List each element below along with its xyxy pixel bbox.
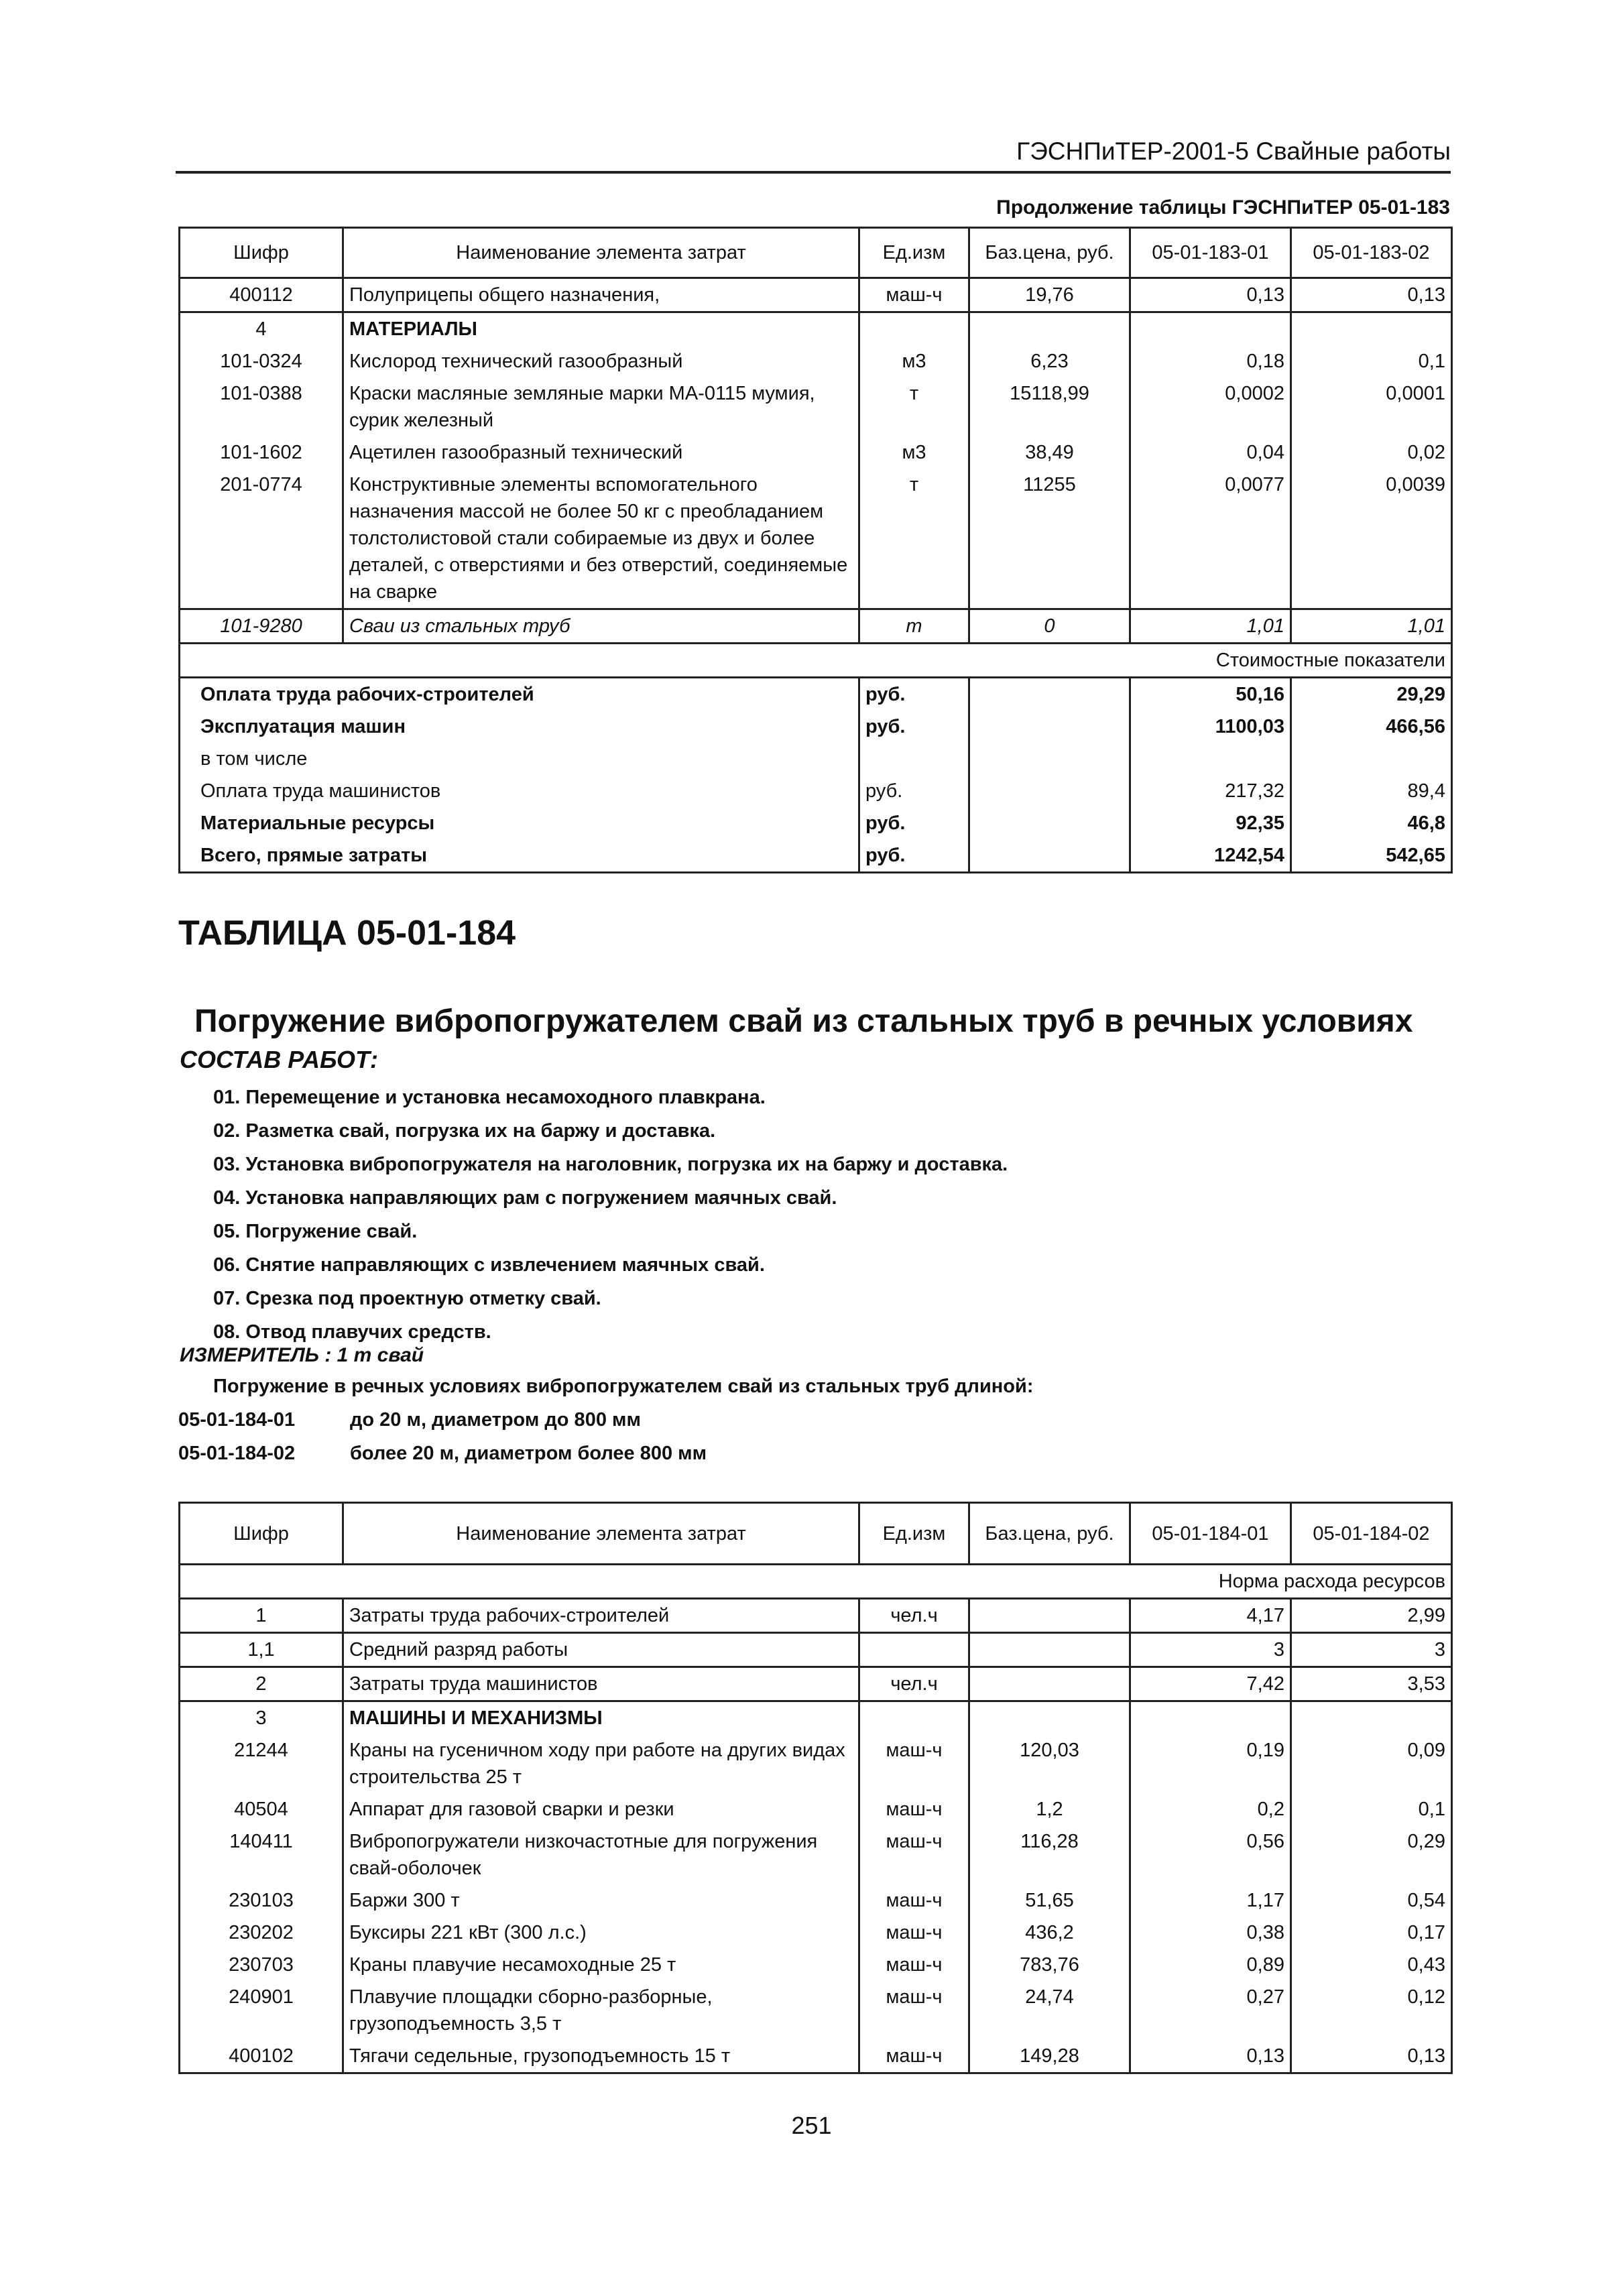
cost-value: 217,32	[1130, 775, 1291, 807]
unit-cell: маш-ч	[859, 1884, 969, 1917]
code-cell: 140411	[180, 1825, 343, 1884]
price-cell: 11255	[969, 469, 1130, 609]
code-cell: 201-0774	[180, 469, 343, 609]
unit-cell: т	[859, 377, 969, 436]
cost-value: 50,16	[1130, 678, 1291, 711]
value-cell: 0,43	[1291, 1949, 1452, 1981]
price-cell: 51,65	[969, 1884, 1130, 1917]
code-cell: 400102	[180, 2040, 343, 2073]
name-cell: МАТЕРИАЛЫ	[343, 312, 859, 346]
value-cell: 0,02	[1291, 436, 1452, 469]
value-cell: 0,0002	[1130, 377, 1291, 436]
list-item: 02. Разметка свай, погрузка их на баржу и доставка.	[213, 1120, 716, 1142]
list-item: 07. Срезка под проектную отметку свай.	[213, 1288, 601, 1309]
price-cell	[969, 1633, 1130, 1667]
price-cell	[969, 1599, 1130, 1633]
col-header: Ед.изм	[859, 1503, 969, 1565]
price-cell: 6,23	[969, 345, 1130, 377]
variant-text: более 20 м, диаметром более 800 мм	[350, 1443, 707, 1464]
table-row	[180, 1734, 1452, 1793]
price-cell	[969, 1667, 1130, 1701]
table-row	[180, 312, 1452, 346]
measure-unit: ИЗМЕРИТЕЛЬ : 1 т свай	[180, 1344, 424, 1366]
name-cell: Затраты труда рабочих-строителей	[343, 1599, 859, 1633]
name-cell: Плавучие площадки сборно-разборные, грузоподъемность 3,5 т	[343, 1981, 859, 2040]
name-cell: Буксиры 221 кВт (300 л.с.)	[343, 1917, 859, 1949]
code-cell: 230703	[180, 1949, 343, 1981]
cost-row	[180, 839, 1452, 873]
cost-row	[180, 807, 1452, 839]
code-cell: 40504	[180, 1793, 343, 1825]
unit-cell: m	[859, 609, 969, 644]
table-row	[180, 1667, 1452, 1701]
value-cell: 0,18	[1130, 345, 1291, 377]
name-cell: Тягачи седельные, грузоподъемность 15 т	[343, 2040, 859, 2073]
value-cell: 2,99	[1291, 1599, 1452, 1633]
list-item: 01. Перемещение и установка несамоходного плавкрана.	[213, 1087, 766, 1108]
col-header: Баз.цена, руб.	[969, 228, 1130, 278]
value-cell: 0,0001	[1291, 377, 1452, 436]
col-header: Наименование элемента затрат	[343, 228, 859, 278]
table-row	[180, 469, 1452, 609]
code-cell: 21244	[180, 1734, 343, 1793]
col-header: 05-01-184-01	[1130, 1503, 1291, 1565]
unit-cell: маш-ч	[859, 1825, 969, 1884]
unit-cell: чел.ч	[859, 1667, 969, 1701]
col-header: Баз.цена, руб.	[969, 1503, 1130, 1565]
code-cell: 230103	[180, 1884, 343, 1917]
unit-cell: маш-ч	[859, 1734, 969, 1793]
table-row	[180, 1917, 1452, 1949]
name-cell: Вибропогружатели низкочастотные для погружения свай-оболочек	[343, 1825, 859, 1884]
value-cell: 0,29	[1291, 1825, 1452, 1884]
cost-unit: руб.	[859, 807, 969, 839]
price-cell: 120,03	[969, 1734, 1130, 1793]
price-cell: 38,49	[969, 436, 1130, 469]
value-cell: 3	[1130, 1633, 1291, 1667]
code-cell: 4	[180, 312, 343, 346]
list-item: 03. Установка вибропогружателя на наголовник, погрузка их на баржу и доставка.	[213, 1154, 1008, 1175]
col-header: 05-01-183-01	[1130, 228, 1291, 278]
name-cell: Полуприцепы общего назначения,	[343, 278, 859, 312]
price-cell: 783,76	[969, 1949, 1130, 1981]
cost-value: 542,65	[1291, 839, 1452, 873]
unit-cell: м3	[859, 345, 969, 377]
code-cell: 240901	[180, 1981, 343, 2040]
value-cell: 0,1	[1291, 345, 1452, 377]
table-row	[180, 609, 1452, 644]
code-cell: 1,1	[180, 1633, 343, 1667]
price-cell: 0	[969, 609, 1130, 644]
cost-name: Эксплуатация машин	[180, 711, 859, 743]
cost-name: Оплата труда рабочих-строителей	[180, 678, 859, 711]
norm-header-row	[180, 1565, 1452, 1599]
value-cell: 1,01	[1291, 609, 1452, 644]
table-continuation-caption: Продолжение таблицы ГЭСНПиТЕР 05-01-183	[996, 196, 1450, 219]
value-cell: 7,42	[1130, 1667, 1291, 1701]
norm-header: Норма расхода ресурсов	[180, 1565, 1452, 1599]
name-cell: Конструктивные элементы вспомогательного назначения массой не более 50 кг с преобладанием толстолистовой стали собираемые из двух и более деталей, с отверстиями и без отверстий, соединяемые на сварке	[343, 469, 859, 609]
value-cell: 0,13	[1291, 2040, 1452, 2073]
cost-row	[180, 678, 1452, 711]
value-cell: 0,54	[1291, 1884, 1452, 1917]
value-cell: 0,04	[1130, 436, 1291, 469]
cost-value: 92,35	[1130, 807, 1291, 839]
value-cell: 0,2	[1130, 1793, 1291, 1825]
name-cell: МАШИНЫ И МЕХАНИЗМЫ	[343, 1701, 859, 1735]
unit-cell: маш-ч	[859, 1793, 969, 1825]
cost-name: в том числе	[180, 743, 859, 775]
cost-name: Материальные ресурсы	[180, 807, 859, 839]
price-cell: 436,2	[969, 1917, 1130, 1949]
value-cell: 3,53	[1291, 1667, 1452, 1701]
variant-code: 05-01-184-02	[178, 1443, 296, 1464]
table-row	[180, 2040, 1452, 2073]
name-cell: Сваи из стальных труб	[343, 609, 859, 644]
cost-name: Оплата труда машинистов	[180, 775, 859, 807]
price-cell: 15118,99	[969, 377, 1130, 436]
value-cell: 0,27	[1130, 1981, 1291, 2040]
list-item: 06. Снятие направляющих с извлечением маячных свай.	[213, 1254, 765, 1276]
value-cell: 0,17	[1291, 1917, 1452, 1949]
col-header: 05-01-184-02	[1291, 1503, 1452, 1565]
cost-unit: руб.	[859, 678, 969, 711]
unit-cell: маш-ч	[859, 1949, 969, 1981]
list-item	[178, 1437, 707, 1470]
variant-text: до 20 м, диаметром до 800 мм	[350, 1409, 641, 1431]
price-cell: 24,74	[969, 1981, 1130, 2040]
table-header-row	[180, 228, 1452, 278]
col-header: Наименование элемента затрат	[343, 1503, 859, 1565]
work-steps-list	[213, 1081, 1008, 1349]
name-cell: Кислород технический газообразный	[343, 345, 859, 377]
unit-cell: т	[859, 469, 969, 609]
price-cell: 149,28	[969, 2040, 1130, 2073]
table-row	[180, 436, 1452, 469]
name-cell: Баржи 300 т	[343, 1884, 859, 1917]
unit-cell	[859, 1633, 969, 1667]
table-row	[180, 1793, 1452, 1825]
value-cell: 0,89	[1130, 1949, 1291, 1981]
unit-cell: маш-ч	[859, 1917, 969, 1949]
cost-row	[180, 743, 1452, 775]
cost-name: Всего, прямые затраты	[180, 839, 859, 873]
unit-cell: маш-ч	[859, 278, 969, 312]
value-cell: 0,09	[1291, 1734, 1452, 1793]
list-item: 05. Погружение свай.	[213, 1221, 418, 1242]
name-cell: Краски масляные земляные марки МА-0115 мумия, сурик железный	[343, 377, 859, 436]
sostav-label: СОСТАВ РАБОТ:	[180, 1046, 378, 1073]
name-cell: Краны плавучие несамоходные 25 т	[343, 1949, 859, 1981]
value-cell: 0,12	[1291, 1981, 1452, 2040]
variant-code: 05-01-184-01	[178, 1409, 296, 1431]
list-item: 08. Отвод плавучих средств.	[213, 1321, 491, 1343]
unit-cell: чел.ч	[859, 1599, 969, 1633]
table-row	[180, 377, 1452, 436]
cost-header: Стоимостные показатели	[180, 644, 1452, 678]
code-cell: 101-9280	[180, 609, 343, 644]
code-cell: 230202	[180, 1917, 343, 1949]
table-title: ТАБЛИЦА 05-01-184	[178, 914, 516, 953]
cost-value: 29,29	[1291, 678, 1452, 711]
page-header: ГЭСНПиТЕР-2001-5 Свайные работы	[176, 137, 1451, 174]
value-cell: 0,0077	[1130, 469, 1291, 609]
col-header: Ед.изм	[859, 228, 969, 278]
variants-description: Погружение в речных условиях вибропогружателем свай из стальных труб длиной:	[213, 1376, 1034, 1397]
table-05-01-184	[178, 1502, 1453, 2074]
value-cell: 0,13	[1130, 2040, 1291, 2073]
table-row	[180, 1981, 1452, 2040]
variants-list	[178, 1403, 707, 1470]
code-cell: 400112	[180, 278, 343, 312]
price-cell: 1,2	[969, 1793, 1130, 1825]
value-cell: 1,17	[1130, 1884, 1291, 1917]
value-cell: 3	[1291, 1633, 1452, 1667]
table-row	[180, 1701, 1452, 1735]
cost-value: 466,56	[1291, 711, 1452, 743]
col-header: 05-01-183-02	[1291, 228, 1452, 278]
name-cell: Ацетилен газообразный технический	[343, 436, 859, 469]
code-cell: 1	[180, 1599, 343, 1633]
value-cell: 0,0039	[1291, 469, 1452, 609]
name-cell: Затраты труда машинистов	[343, 1667, 859, 1701]
name-cell: Аппарат для газовой сварки и резки	[343, 1793, 859, 1825]
cost-row	[180, 775, 1452, 807]
unit-cell: маш-ч	[859, 1981, 969, 2040]
value-cell: 4,17	[1130, 1599, 1291, 1633]
table-row	[180, 1825, 1452, 1884]
value-cell: 0,1	[1291, 1793, 1452, 1825]
value-cell: 1,01	[1130, 609, 1291, 644]
name-cell: Краны на гусеничном ходу при работе на других видах строительства 25 т	[343, 1734, 859, 1793]
table-row	[180, 1599, 1452, 1633]
unit-cell: маш-ч	[859, 2040, 969, 2073]
value-cell: 0,13	[1291, 278, 1452, 312]
list-item	[178, 1403, 707, 1437]
list-item: 04. Установка направляющих рам с погружением маячных свай.	[213, 1187, 837, 1209]
table-row	[180, 1884, 1452, 1917]
unit-cell: м3	[859, 436, 969, 469]
cost-value: 89,4	[1291, 775, 1452, 807]
value-cell: 0,13	[1130, 278, 1291, 312]
cost-value: 1100,03	[1130, 711, 1291, 743]
col-header: Шифр	[180, 228, 343, 278]
page-number: 251	[791, 2112, 832, 2139]
cost-unit: руб.	[859, 711, 969, 743]
value-cell: 0,56	[1130, 1825, 1291, 1884]
table-row	[180, 278, 1452, 312]
code-cell: 101-0324	[180, 345, 343, 377]
cost-unit: руб.	[859, 775, 969, 807]
price-cell: 19,76	[969, 278, 1130, 312]
cost-value: 46,8	[1291, 807, 1452, 839]
value-cell: 0,19	[1130, 1734, 1291, 1793]
code-cell: 101-0388	[180, 377, 343, 436]
price-cell: 116,28	[969, 1825, 1130, 1884]
code-cell: 3	[180, 1701, 343, 1735]
cost-unit: руб.	[859, 839, 969, 873]
table-header-row	[180, 1503, 1452, 1565]
table-row	[180, 1949, 1452, 1981]
value-cell: 0,38	[1130, 1917, 1291, 1949]
table-row	[180, 345, 1452, 377]
code-cell: 101-1602	[180, 436, 343, 469]
cost-row	[180, 711, 1452, 743]
table-05-01-183	[178, 227, 1453, 873]
col-header: Шифр	[180, 1503, 343, 1565]
name-cell: Средний разряд работы	[343, 1633, 859, 1667]
section-title: Погружение вибропогружателем свай из стальных труб в речных условиях	[194, 1004, 1413, 1039]
cost-header-row	[180, 644, 1452, 678]
table-row	[180, 1633, 1452, 1667]
code-cell: 2	[180, 1667, 343, 1701]
cost-value: 1242,54	[1130, 839, 1291, 873]
